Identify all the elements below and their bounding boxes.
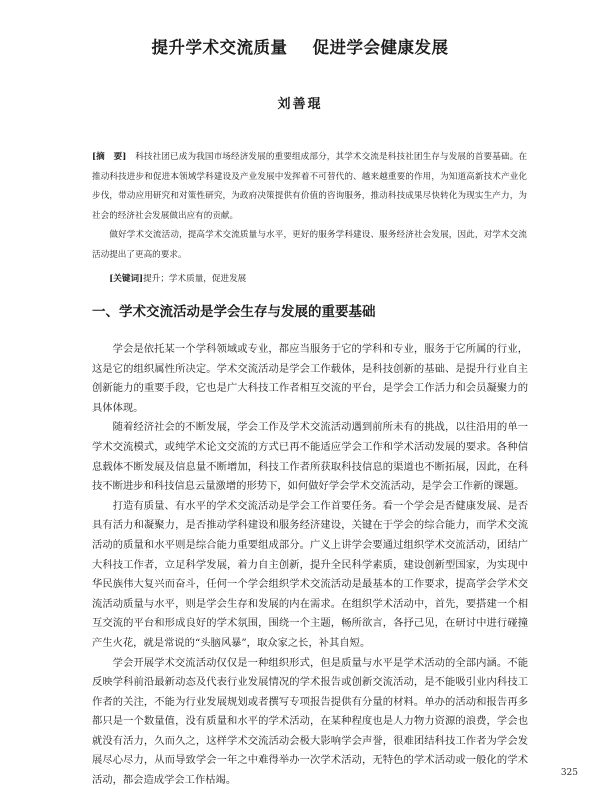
article-title: 提升学术交流质量 促进学会健康发展	[151, 38, 449, 57]
keywords-text: 提升；学术质量，促进发展	[143, 274, 247, 284]
keywords-line	[92, 270, 527, 290]
abstract-text-2: 做好学术交流活动，提高学术交流质量与水平，更好的服务学科建设、服务经济社会发展，因此，对学术交流活动提出了更高的要求。	[92, 230, 527, 260]
abstract-text-1: 科技社团已成为我国市场经济发展的重要组成部分，其学术交流是科技社团生存与发展的首要基础。在推动科技进步和促进本领域学科建设及产业发展中发挥着不可替代的、越来越重要的作用，为知道高新技术产业化步伐，带动应用研究和对策性研究，为政府决策提供有价值的咨询服务，推动科技成果尽快转化为现实生产力，为社会的经济社会发展做出应有的贡献。	[92, 152, 527, 221]
body-paragraph: 学会是依托某一个学科领域或专业，都应当服务于它的学科和专业，服务于它所属的行业，这是它的组织属性所决定。学术交流活动是学会工作载体，是科技创新的基础、是提升行业自主创新能力的重要手段，它也是广大科技工作者相互交流的平台，是学会工作活力和会员凝聚力的具体体现。	[92, 343, 528, 414]
abstract-label: [摘 要]	[92, 152, 127, 162]
body-paragraph: 随着经济社会的不断发展，学会工作及学术交流活动遇到前所未有的挑战，以往沿用的单一学术交流模式，或纯学术论文交流的方式已再不能适应学会工作和学术活动发展的要求。各种信息载体不断发展及信息量不断增加，科技工作者所获取科技信息的渠道也不断拓展，因此，在科技不断进步和科技信息云量激增的形势下，如何做好学会学术交流活动，是学会工作新的课题。	[92, 421, 528, 493]
abstract-block	[92, 148, 527, 290]
section-heading: 一、学术交流活动是学会生存与发展的重要基础	[92, 304, 376, 320]
keywords-label: [关键词]	[109, 274, 144, 284]
page-number: 325	[560, 768, 578, 778]
body-paragraph: 学会开展学术交流活动仅仅是一种组织形式，但是质量与水平是学术活动的全部内涵。不能反映学科前沿最新动态及代表行业发展情况的学术报告或创新交流活动，是不能吸引业内科技工作者的关注，不能为行业发展规划或者撰写专项报告提供有分量的材料。单办的活动和报告再多都只是一个数量值，没有质量和水平的学术活动，在某种程度也是人力物力资源的浪费，学会也就没有活力，久而久之，这样学术交流活动会极大影响学会声誉，很难团结科技工作者为学会发展尽心尽力，从而导致学会一年之中难得举办一次学术活动，无特色的学术活动或一般化的学术活动，都会造成学会工作枯竭。	[92, 656, 528, 787]
abstract-paragraph	[92, 148, 527, 226]
article-author: 刘善琨	[277, 97, 323, 112]
section-body	[92, 340, 528, 791]
abstract-paragraph-2	[92, 226, 527, 265]
body-paragraph: 打造有质量、有水平的学术交流活动是学会工作首要任务。看一个学会是否健康发展、是否具有活力和凝聚力，是否推动学科建设和服务经济建设，关键在于学会的综合能力，而学术交流活动的质量和水平则是综合能力重要组成部分。广义上讲学会要通过组织学术交流活动，团结广大科技工作者，立足科学发展，着力自主创新，提升全民科学素质，建设创新型国家，为实现中华民族伟大复兴而奋斗，任何一个学会组织学术交流活动是最基本的工作要求，提高学会学术交流活动质量与水平，则是学会生存和发展的内在需求。在组织学术活动中，首先，要搭建一个相互交流的平台和形成良好的学术氛围，围绕一个主题，畅所欲言，各抒己见，在研讨中进行碰撞产生火花，就是常说的“头脑风暴”，取众家之长，补其自短。	[92, 499, 528, 649]
